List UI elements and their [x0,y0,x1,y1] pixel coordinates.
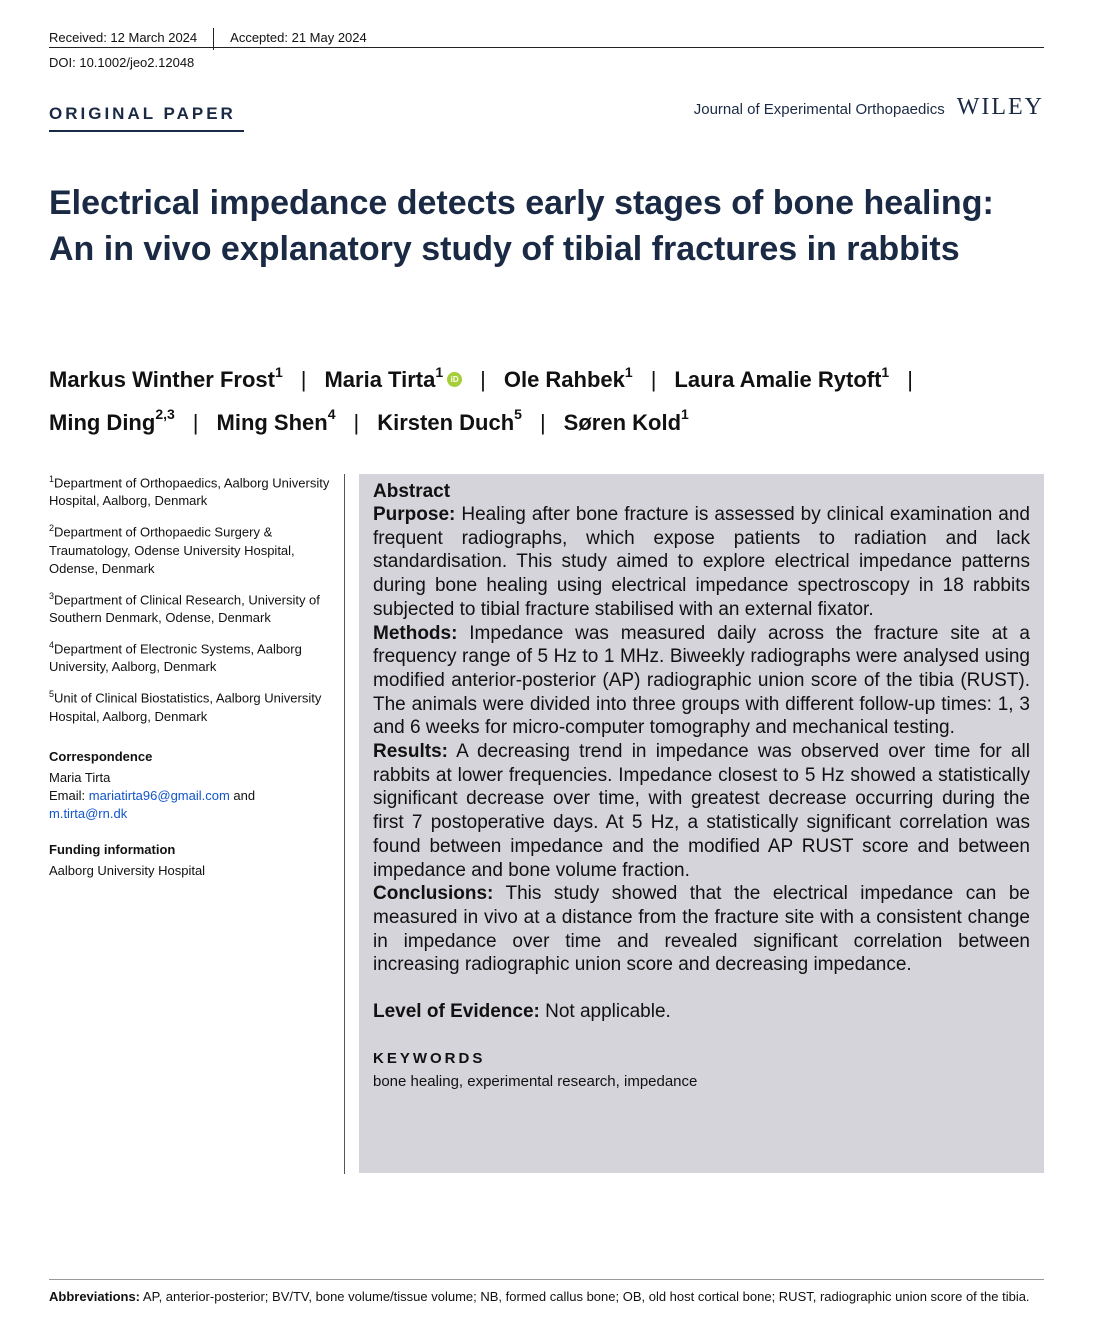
author: Søren Kold$^1$ [563,406,689,435]
affiliation: $^4$Department of Electronic Systems, Aalborg University, Aalborg, Denmark [49,639,302,675]
abstract-heading: Abstract [373,481,451,502]
correspondence-email: Email: mariatirta96@gmail.com and [49,787,256,803]
paper-title: Electrical impedance detects early stages of bone healing: An in vivo explanatory study of tibial fractures in rabbits [49,184,994,268]
abstract-box [359,474,1044,1173]
author-list [49,356,1049,441]
affiliation: $^2$Department of Orthopaedic Surgery & Traumatology, Odense University Hospital, Odense, Denmark [49,523,295,576]
publisher-logo: WILEY [956,94,1044,120]
header-rule [49,47,1044,48]
orcid-icon[interactable]: iD [447,372,462,387]
column-divider [344,474,345,1174]
author: Kirsten Duch$^5$ [377,406,522,435]
author: Ming Shen$^4$ [216,406,336,435]
author: Ming Ding$^{2,3}$ [49,406,175,435]
correspondence-heading: Correspondence [49,748,153,764]
journal-name: Journal of Experimental Orthopaedics [693,101,945,118]
keywords-list: bone healing, experimental research, impedance [373,1072,698,1090]
affiliation: $^5$Unit of Clinical Biostatistics, Aalborg University Hospital, Aalborg, Denmark [49,689,322,724]
author-separator: | [650,367,657,393]
funding-text: Aalborg University Hospital [49,862,206,878]
email-link[interactable]: m.tirta@rn.dk [49,805,128,821]
abbreviations-footnote: Abbreviations: AP, anterior-posterior; BV/TV, bone volume/tissue volume; NB, formed callus bone; OB, old host cortical bone; RUST, radiographic union score of the tibia. [49,1289,1030,1304]
correspondence-name: Maria Tirta [49,769,111,785]
affiliation: $^1$Department of Orthopaedics, Aalborg University Hospital, Aalborg, Denmark [49,474,330,509]
affiliation: $^3$Department of Clinical Research, University of Southern Denmark, Odense, Denmark [49,590,320,625]
author: Markus Winther Frost$^1$ [49,364,283,393]
sidebar-info [49,470,334,880]
article-dates [49,26,367,48]
footnote-rule [49,1279,1044,1280]
received-date: Received: 12 March 2024 [49,29,198,45]
abstract-methods: Methods: Impedance was measured daily across the fracture site at a frequency range of 5 Hz to 1 MHz. Biweekly radiographs were analysed using modified anterior-posterior (AP) radiographic union score of the tibia (RUST). The animals were divided into three groups with different follow-up times: 1, 3 and 6 weeks for micro-computer tomography and mechanical testing. [373,622,1030,739]
author-separator: | [907,367,913,393]
abstract-conclusions: Conclusions: This study showed that the electrical impedance can be measured in vivo at a distance from the fracture site with a consistent change in impedance over time and revealed significant correlation between increasing radiographic union score and decreasing impedance. [373,883,1030,976]
author: Ole Rahbek$^1$ [503,364,633,393]
level-of-evidence: Level of Evidence: Not applicable. [373,1001,671,1023]
email-link[interactable]: mariatirta96@gmail.com [88,787,230,803]
keywords-heading: KEYWORDS [373,1049,486,1067]
author-separator: | [539,409,546,435]
accepted-date: Accepted: 21 May 2024 [230,29,367,45]
author-separator: | [480,367,486,393]
journal-banner [694,94,1044,121]
abstract-purpose: Purpose: Healing after bone fracture is assessed by clinical examination and frequent radiographs, which expose patients to radiation and lack standardisation. This study aimed to explore electrical impedance patterns during bone healing using electrical impedance spectroscopy in 18 rabbits subjected to tibial fracture stabilised with an external fixator. [373,504,1030,620]
author-separator: | [192,409,199,435]
funding-heading: Funding information [49,841,176,857]
author-separator: | [353,409,360,435]
abstract-results: Results: A decreasing trend in impedance was observed over time for all rabbits at lower frequencies. Impedance closest to 5 Hz showed a statistically significant decrease over time, with greatest decrease occurring during the first 7 postoperative days. At 5 Hz, a statistically significant correlation was found between impedance and the modified AP RUST score and between impedance and bone volume fraction. [373,741,1030,881]
author-separator: | [300,367,307,393]
author: Maria Tirta$^1$ iD [324,367,462,392]
author: Laura Amalie Rytoft$^1$ [674,364,890,393]
section-label: ORIGINAL PAPER [49,104,236,123]
doi: DOI: 10.1002/jeo2.12048 [49,55,195,70]
section-label-underline [49,130,244,132]
